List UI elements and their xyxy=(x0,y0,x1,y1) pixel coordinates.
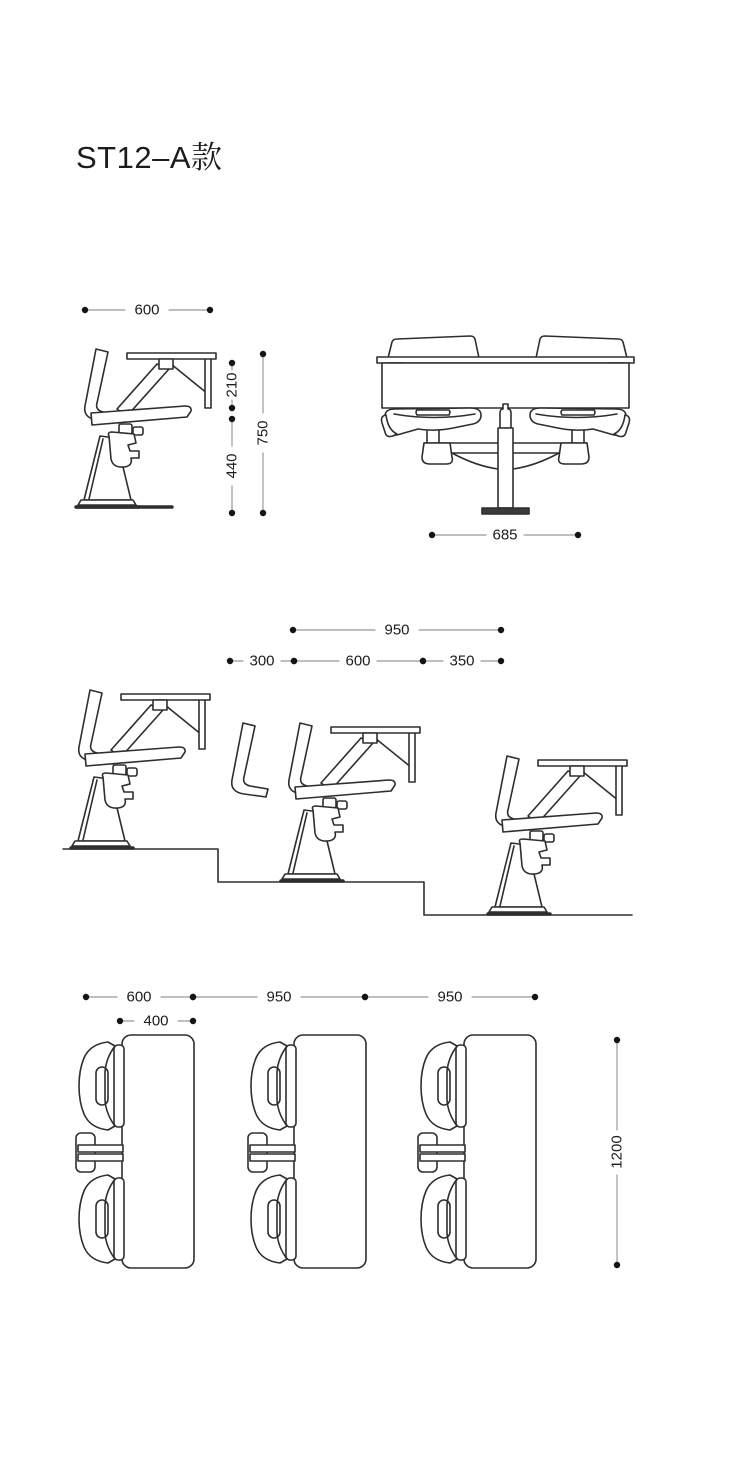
dim-label-plan-row-pitch-b: 950 xyxy=(437,988,463,1006)
plan-view-figure xyxy=(60,985,690,1285)
front-view-figure xyxy=(370,330,650,560)
dim-label-side-desk-width: 600 xyxy=(134,301,160,319)
dim-tier-seat-space xyxy=(291,653,426,670)
plan-unit-2 xyxy=(248,1035,366,1268)
dim-front-base-width xyxy=(429,527,581,544)
dim-side-desk-height xyxy=(255,351,272,516)
dim-side-seat-height xyxy=(224,416,241,516)
dim-label-tier-row-pitch: 950 xyxy=(384,621,410,639)
dim-side-desk-to-seat xyxy=(224,360,241,411)
dim-tier-back-clearance xyxy=(227,653,297,670)
tier-chair-2-front-backrest xyxy=(232,723,268,797)
dim-label-plan-row-pitch-a: 950 xyxy=(266,988,292,1006)
dim-label-tier-back-clearance: 300 xyxy=(249,652,275,670)
tier-chair-1 xyxy=(71,690,210,848)
dim-tier-row-pitch xyxy=(290,622,504,639)
dim-label-plan-seat-width: 400 xyxy=(143,1012,169,1030)
dim-label-plan-unit-length: 1200 xyxy=(608,1135,626,1169)
tier-view-figure xyxy=(60,610,645,940)
dim-label-side-desk-to-seat: 210 xyxy=(223,372,241,398)
dim-label-tier-desk-clearance: 350 xyxy=(449,652,475,670)
dim-side-desk-width xyxy=(82,302,213,319)
front-view-drawing xyxy=(377,336,634,514)
side-view-chair xyxy=(77,349,216,507)
tier-chair-3 xyxy=(488,756,627,914)
dim-plan-row-pitch-b xyxy=(362,989,538,1006)
dim-tier-desk-clearance xyxy=(420,653,504,670)
plan-unit-1 xyxy=(76,1035,194,1268)
page-title: ST12–A款 xyxy=(76,140,223,175)
dim-plan-first-row xyxy=(83,989,196,1006)
pedestal-column xyxy=(498,428,513,508)
dim-label-side-seat-height: 440 xyxy=(223,453,241,479)
desk-panel xyxy=(382,363,629,408)
tier-chair-2 xyxy=(281,723,420,881)
dim-plan-row-pitch-a xyxy=(190,989,368,1006)
dim-plan-seat-width xyxy=(117,1013,196,1030)
dim-label-plan-first-row: 600 xyxy=(126,988,152,1006)
plan-unit-3 xyxy=(418,1035,536,1268)
dim-label-tier-seat-space: 600 xyxy=(345,652,371,670)
pedestal-foot xyxy=(482,508,529,514)
dim-plan-unit-length xyxy=(609,1037,626,1268)
side-view-figure xyxy=(60,290,310,540)
dim-label-front-base-width: 685 xyxy=(492,526,518,544)
dim-label-side-desk-height: 750 xyxy=(254,420,272,446)
